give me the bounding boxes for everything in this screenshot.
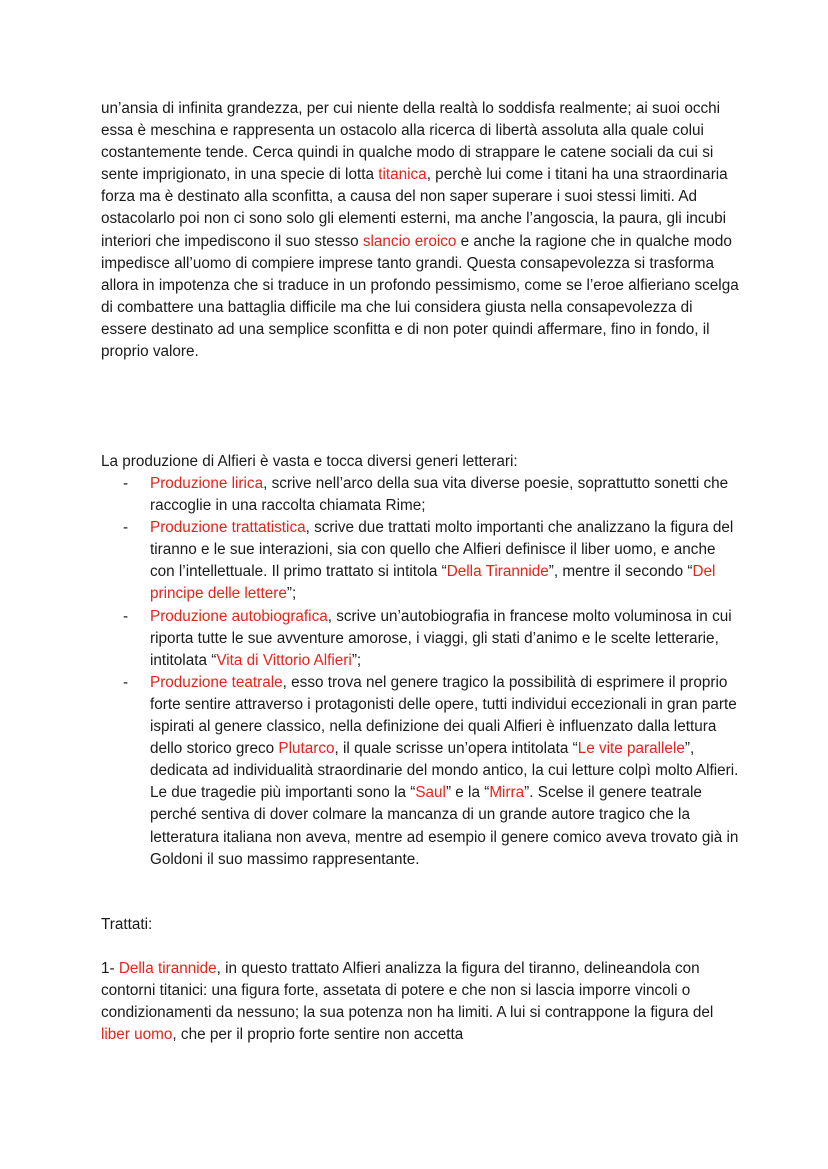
highlight-plutarco: Plutarco (278, 740, 335, 758)
production-intro: La produzione di Alfieri è vasta e tocca diversi generi letterari: (101, 453, 518, 470)
highlight-produzione-trattatistica: Produzione trattatistica (150, 519, 306, 537)
paragraph-number: 1- (101, 960, 119, 977)
list-item-text: , esso trova nel genere tragico la possibilità di esprimere il proprio forte sentire attraverso i protagonisti delle opere, tutti individui eccezionali in gran parte ispirati al genere classico, nella definizione dei quali Alfieri è influenzato dalla lettura dello storico greco (150, 673, 737, 758)
list-item-text: ”; (286, 585, 297, 603)
list-item-text: ”, dedicata ad individualità straordinarie del mondo antico, la cui letture colpì molto Alfieri. Le due tragedie più importanti sono la “ (150, 740, 739, 802)
production-list (101, 473, 741, 871)
list-item-text: , scrive due trattati molto importanti che analizzano la figura del tiranno e le sue interazioni, sia con quello che Alfieri definisce il liber uomo, e anche con l’intellettuale. Il primo trattato si intitola “ (150, 519, 734, 581)
highlight-vita-di-vittorio-alfieri: Vita di Vittorio Alfieri (216, 651, 352, 669)
paragraph-text: e anche la ragione che in qualche modo impedisce all’uomo di compiere imprese tanto grandi. Questa consapevolezza si trasforma allora in impotenza che si traduce in un profondo pessimismo, come se l’eroe alfieriano scelga di combattere una battaglia difficile ma che lui considera giusta nella consapevolezza di essere destinato ad una semplice sconfitta e di non poter quindi affermare, fino in fondo, il proprio valore. (101, 232, 739, 361)
list-item-teatrale (101, 672, 741, 871)
highlight-le-vite-parallele: Le vite parallele (577, 740, 685, 758)
list-item-text: ” e la “ (445, 784, 490, 802)
highlight-della-tirannide: Della Tirannide (446, 563, 549, 581)
list-item-autobiografica (101, 606, 741, 672)
highlight-saul: Saul (415, 784, 446, 802)
list-dash: - (123, 519, 129, 537)
paragraph-text: , che per il proprio forte sentire non accetta (172, 1026, 464, 1044)
highlight-produzione-autobiografica: Produzione autobiografica (150, 607, 328, 625)
highlight-titanica: titanica (378, 166, 427, 184)
list-item-text: ”, mentre il secondo “ (548, 563, 693, 581)
paragraph-text: un’ansia di infinita grandezza, per cui niente della realtà lo soddisfa realmente; ai suoi occhi essa è meschina e rappresenta un ostacolo alla ricerca di libertà assoluta alla quale colui costantemente tende. Cerca quindi in qualche modo di strappare le catene sociali da cui si sente imprigionato, in una specie di lotta (101, 100, 721, 184)
list-item-trattatistica (101, 517, 741, 605)
list-dash: - (123, 607, 129, 625)
list-item-text: , scrive un’autobiografia in francese molto voluminosa in cui riporta tutte le sue avventure amorose, i viaggi, gli stati d’animo e le scelte letterarie, intitolata “ (150, 607, 732, 669)
paragraph-della-tirannide (101, 958, 741, 1046)
list-dash: - (123, 475, 129, 492)
highlight-produzione-lirica: Produzione lirica (150, 475, 264, 492)
highlight-della-tirannide-title: Della tirannide (118, 960, 217, 977)
highlight-liber-uomo: liber uomo (101, 1026, 173, 1044)
highlight-mirra: Mirra (489, 784, 525, 802)
list-item-text: , scrive nell’arco della sua vita diverse poesie, soprattutto sonetti che raccoglie in una raccolta chiamata Rime; (150, 475, 729, 515)
paragraph-text: , perchè lui come i titani ha una straordinaria forza ma è destinato alla sconfitta, a causa del non saper superare i suoi stessi limiti. Ad ostacolarlo poi non ci sono solo gli elementi esterni, ma anche l’angoscia, la paura, gli incubi interiori che impediscono il suo stesso (101, 166, 728, 250)
list-item-text: ”. Scelse il genere teatrale perché sentiva di dover colmare la mancanza di un grande autore tragico che la letteratura italiana non aveva, mentre ad esempio il genere comico aveva trovato già in Goldoni il suo massimo rappresentante. (150, 784, 739, 868)
section-heading-trattati: Trattati: (101, 916, 153, 933)
paragraph-titanismo (101, 98, 741, 363)
highlight-slancio-eroico: slancio eroico (362, 232, 457, 250)
list-item-text: , il quale scrisse un’opera intitolata “ (334, 740, 578, 758)
paragraph-text: , in questo trattato Alfieri analizza la figura del tiranno, delineandola con contorni titanici: una figura forte, assetata di potere e che non si lascia imporre vincoli o condizionamenti da nessuno; la sua potenza non ha limiti. A lui si contrappone la figura del (101, 960, 714, 1022)
list-item-text: ”; (351, 651, 362, 669)
list-dash: - (123, 673, 129, 691)
list-item-lirica (101, 473, 741, 517)
highlight-produzione-teatrale: Produzione teatrale (150, 673, 283, 691)
highlight-del-principe: Del principe delle lettere (150, 563, 716, 603)
